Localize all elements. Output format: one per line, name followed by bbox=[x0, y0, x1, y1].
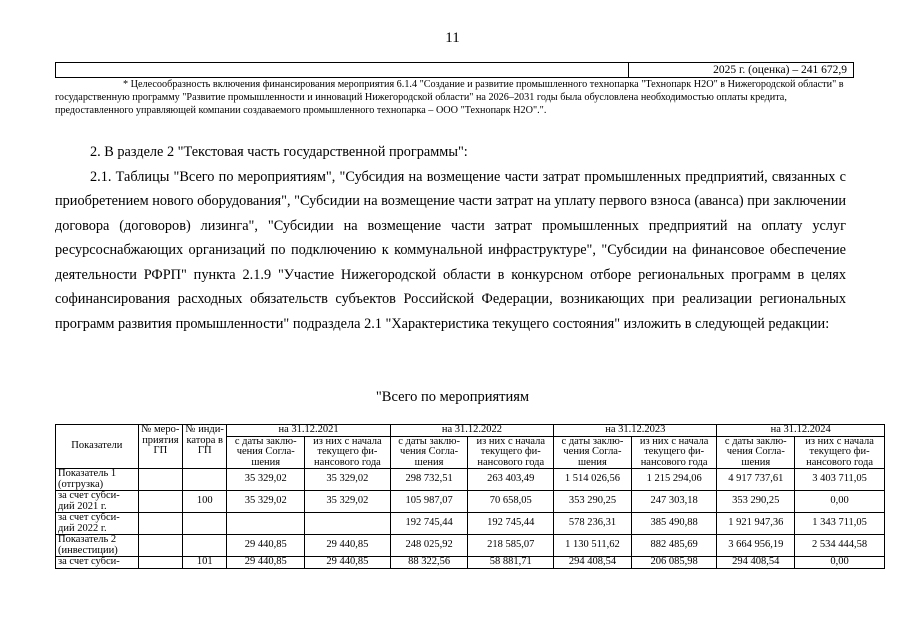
value-cell: 88 322,56 bbox=[390, 557, 468, 569]
value-cell bbox=[227, 513, 305, 535]
value-cell: 105 987,07 bbox=[390, 491, 468, 513]
header-current-2021: из них с начала текущего фи-нансового года bbox=[305, 436, 391, 469]
value-cell: 35 329,02 bbox=[227, 491, 305, 513]
row-label: за счет субси-дий 2021 г. bbox=[56, 491, 139, 513]
measure-cell bbox=[138, 535, 182, 557]
value-cell: 206 085,98 bbox=[631, 557, 717, 569]
table-row bbox=[56, 491, 885, 513]
value-cell: 263 403,49 bbox=[468, 469, 554, 491]
value-cell: 35 329,02 bbox=[227, 469, 305, 491]
value-cell: 0,00 bbox=[795, 491, 885, 513]
row-label: Показатель 1 (отгрузка) bbox=[56, 469, 139, 491]
indicator-cell bbox=[183, 535, 227, 557]
value-cell: 1 215 294,06 bbox=[631, 469, 717, 491]
value-cell: 294 408,54 bbox=[717, 557, 795, 569]
row-label-text: за счет субси- bbox=[58, 557, 120, 567]
value-cell: 2 534 444,58 bbox=[795, 535, 885, 557]
table-row bbox=[56, 557, 885, 569]
value-cell: 29 440,85 bbox=[305, 557, 391, 569]
value-cell: 70 658,05 bbox=[468, 491, 554, 513]
value-cell: 1 921 947,36 bbox=[717, 513, 795, 535]
header-since-2022: с даты заклю-чения Согла-шения bbox=[390, 436, 468, 469]
value-cell: 29 440,85 bbox=[227, 557, 305, 569]
value-cell: 192 745,44 bbox=[468, 513, 554, 535]
value-cell: 218 585,07 bbox=[468, 535, 554, 557]
body-text bbox=[55, 140, 846, 336]
header-current-2022: из них с начала текущего фи-нансового года bbox=[468, 436, 554, 469]
header-current-2024: из них с начала текущего фи-нансового года bbox=[795, 436, 885, 469]
header-year-2023: на 31.12.2023 bbox=[554, 425, 717, 437]
paragraph-2-1: 2.1. Таблицы "Всего по мероприятиям", "Субсидия на возмещение части затрат промышленных предприятий, связанных с приобретением нового оборудования", "Субсидии на возмещение части затрат на уплату первого взноса (аванса) при заключении договора (договоров) лизинга", "Субсидии на возмещение части затрат промышленных предприятий на оплату услуг ресурсоснабжающих организаций по подключению к коммунальной инфраструктуре", "Субсидии на финансовое обеспечение деятельности РФРП" пункта 2.1.9 "Участие Нижегородской области в конкурсном отборе региональных программ в целях софинансирования расходных обязательств субъектов Российской Федерации, возникающих при реализации региональных программ развития промышленности" подраздела 2.1 "Характеристика текущего состояния" изложить в следующей редакции: bbox=[55, 168, 846, 332]
measure-cell bbox=[138, 513, 182, 535]
row-label: Показатель 2 (инвестиции) bbox=[56, 535, 139, 557]
header-indicators: Показатели bbox=[56, 425, 139, 469]
value-cell: 35 329,02 bbox=[305, 469, 391, 491]
indicator-cell: 101 bbox=[183, 557, 227, 569]
row-label bbox=[56, 557, 139, 569]
indicators-table bbox=[55, 424, 885, 569]
footnote: * Целесообразность включения финансирования мероприятия 6.1.4 "Создание и развитие промышленного технопарка "Технопарк Н2О" в Нижегородской области" в государственную программу "Развитие промышленности и инноваций Нижегородской области" на 2026–2031 годы была обусловлена необходимостью оплаты кредита, предоставленного управляющей компании создаваемого промышленного технопарка – ООО "Технопарк Н2О".". bbox=[55, 79, 844, 116]
continuation-table bbox=[55, 62, 854, 78]
value-cell: 353 290,25 bbox=[717, 491, 795, 513]
value-cell: 353 290,25 bbox=[554, 491, 632, 513]
value-cell: 294 408,54 bbox=[554, 557, 632, 569]
measure-cell bbox=[138, 557, 182, 569]
header-since-2021: с даты заклю-чения Согла-шения bbox=[227, 436, 305, 469]
indicator-cell: 100 bbox=[183, 491, 227, 513]
header-since-2024: с даты заклю-чения Согла-шения bbox=[717, 436, 795, 469]
value-cell: 35 329,02 bbox=[305, 491, 391, 513]
value-cell: 882 485,69 bbox=[631, 535, 717, 557]
header-current-2023: из них с начала текущего фи-нансового года bbox=[631, 436, 717, 469]
empty-cell bbox=[56, 63, 629, 78]
estimate-cell: 2025 г. (оценка) – 241 672,9 bbox=[629, 63, 854, 78]
value-cell: 3 664 956,19 bbox=[717, 535, 795, 557]
page-number: 11 bbox=[445, 30, 460, 46]
header-since-2023: с даты заклю-чения Согла-шения bbox=[554, 436, 632, 469]
header-year-2021: на 31.12.2021 bbox=[227, 425, 390, 437]
header-year-2024: на 31.12.2024 bbox=[717, 425, 885, 437]
value-cell: 385 490,88 bbox=[631, 513, 717, 535]
paragraph-section-2: 2. В разделе 2 "Текстовая часть государственной программы": bbox=[90, 144, 468, 160]
value-cell: 1 130 511,62 bbox=[554, 535, 632, 557]
value-cell: 1 514 026,56 bbox=[554, 469, 632, 491]
value-cell: 192 745,44 bbox=[390, 513, 468, 535]
value-cell: 58 881,71 bbox=[468, 557, 554, 569]
value-cell: 248 025,92 bbox=[390, 535, 468, 557]
value-cell bbox=[305, 513, 391, 535]
value-cell: 247 303,18 bbox=[631, 491, 717, 513]
value-cell: 3 403 711,05 bbox=[795, 469, 885, 491]
value-cell: 29 440,85 bbox=[305, 535, 391, 557]
header-indicator-no: № инди-катора в ГП bbox=[183, 425, 227, 469]
value-cell: 1 343 711,05 bbox=[795, 513, 885, 535]
measure-cell bbox=[138, 469, 182, 491]
table-caption: "Всего по мероприятиям bbox=[375, 389, 530, 405]
value-cell: 29 440,85 bbox=[227, 535, 305, 557]
indicator-cell bbox=[183, 513, 227, 535]
value-cell: 4 917 737,61 bbox=[717, 469, 795, 491]
value-cell: 298 732,51 bbox=[390, 469, 468, 491]
value-cell: 0,00 bbox=[795, 557, 885, 569]
table-row bbox=[56, 513, 885, 535]
table-row bbox=[56, 535, 885, 557]
table-row bbox=[56, 469, 885, 491]
header-year-2022: на 31.12.2022 bbox=[390, 425, 553, 437]
row-label: за счет субси-дий 2022 г. bbox=[56, 513, 139, 535]
value-cell: 578 236,31 bbox=[554, 513, 632, 535]
measure-cell bbox=[138, 491, 182, 513]
indicator-cell bbox=[183, 469, 227, 491]
header-measure: № меро-приятия ГП bbox=[138, 425, 182, 469]
